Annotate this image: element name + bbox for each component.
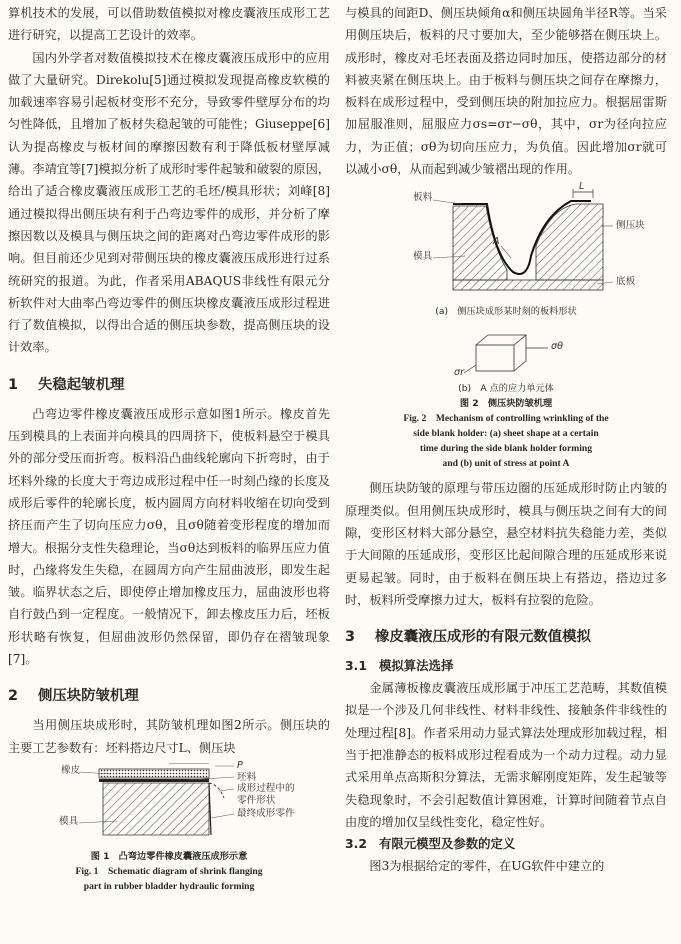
section-1-title: 失稳起皱机理 — [38, 376, 125, 393]
figure-1-caption-en-1: Fig. 1 Schematic diagram of shrink flanging — [75, 865, 263, 877]
label-die: 模具 — [59, 815, 79, 827]
section-3-heading — [345, 627, 667, 647]
figure-1 — [19, 759, 319, 849]
label-l: L — [579, 181, 585, 193]
figure-2-caption-cn: 图 2 侧压块防皱机理 — [459, 398, 553, 410]
label-intermediate-2: 零件形状 — [237, 794, 276, 806]
section-3-title: 橡皮囊液压成形的有限元数值模拟 — [375, 629, 591, 646]
section-2-paragraph: 当用侧压块成形时，其防皱机理如图2所示。侧压块的主要工艺参数有：坯料搭边尺寸L、侧压块 — [8, 718, 330, 755]
figure-2a-diagram — [361, 186, 651, 304]
label-die-2: 模具 — [413, 251, 433, 263]
section-3-2-heading — [345, 833, 667, 855]
compare-paragraph: 侧压块防皱的原理与带压边圈的压延成形时防止内皱的原理类似。但用侧压块成形时，模具与侧压块之间有大的间隙，变形区材料大部分悬空，悬空材料抗失稳能力差，类似于大间隙的压延成形，变形区比起间隙合理的压延成形来说更易起皱。同时，由于板料在侧压块上有搭边，搭边过多时，板料所受摩擦力过大，板料有拉裂的危险。 — [345, 481, 667, 607]
label-sheet: 板料 — [413, 192, 433, 204]
section-3-2-paragraph: 图3为根据给定的零件，在UG软件中建立的 — [369, 859, 605, 874]
section-1-number: 1 — [8, 376, 19, 393]
left-column — [8, 2, 330, 894]
section-3-2-title: 有限元模型及参数的定义 — [379, 836, 516, 852]
die-block — [103, 783, 209, 835]
figure-2-caption-en-2: side blank holder: (a) sheet shape at a certain — [413, 428, 599, 440]
section-1-heading — [8, 375, 330, 395]
section-3-1-title: 模拟算法选择 — [379, 658, 454, 674]
rubber-pad — [99, 769, 209, 778]
label-pressure: P — [237, 759, 243, 771]
intro-paragraph: 算机技术的发展，可以借助数值模拟对橡皮囊液压成形工艺进行研究，以提高工艺设计的效率。 — [8, 6, 330, 43]
label-base: 底板 — [616, 276, 636, 288]
label-sigma-theta: σθ — [551, 341, 563, 353]
figure-1-caption-cn: 图 1 凸弯边零件橡皮囊液压成形示意 — [90, 850, 248, 862]
figure-2b-diagram — [406, 323, 606, 381]
section-3-2-number: 3.2 — [345, 836, 367, 852]
label-sigma-r: σr — [454, 367, 465, 379]
label-rubber: 橡皮 — [61, 764, 81, 776]
label-intermediate: 成形过程中的 — [237, 782, 295, 794]
figure-1-caption-en-2: part in rubber bladder hydraulic forming — [83, 880, 255, 892]
stress-element-cube — [476, 335, 526, 371]
section-2-heading — [8, 686, 330, 706]
label-point-a: A — [493, 236, 500, 248]
stress-arrows — [464, 348, 548, 373]
figure-2-caption-en-4: and (b) unit of stress at point A — [442, 458, 570, 470]
section-2-number: 2 — [8, 688, 19, 705]
figure-2a — [361, 181, 651, 304]
label-holder: 侧压块 — [616, 220, 645, 232]
side-holder — [536, 204, 603, 280]
label-blank: 坯料 — [237, 771, 257, 783]
continued-paragraph: 与模具的间距D、侧压块倾角α和侧压块圆角半径R等。当采用侧压块后，板料的尺寸要加大，至少能够搭在侧压块上。成形时，橡皮对毛坯表面及搭边同时加压，使搭边部分的材料被夹紧在侧压块上。由于板料与侧压块之间存在摩擦力，板料在成形过程中，受到侧压块的附加拉应力。根据屈雷斯加屈服准则，屈服应力σs=σr−σθ，其中，σr为径向拉应力，为正值；σθ为切向压应力，为负值。因此增加σr就可以减小σθ，从而起到减少皱褶出现的作用。 — [345, 6, 667, 177]
base-plate — [453, 280, 603, 290]
figure-2-caption-en-1: Fig. 2 Mechanism of controlling wrinkling of the — [403, 413, 609, 425]
section-2-title: 侧压块防皱机理 — [38, 688, 139, 705]
figure-2b — [406, 323, 606, 381]
section-3-1-heading — [345, 655, 667, 677]
figure-2-caption-en-3: time during the side blank holder forming — [420, 443, 592, 455]
label-final-part: 最终成形零件 — [237, 807, 295, 819]
section-3-number: 3 — [345, 629, 356, 646]
review-paragraph: 国内外学者对数值模拟技术在橡皮囊液压成形中的应用做了大量研究。Direkolu[5]通过模拟发现提高橡皮软模的加载速率容易引起板材变形不充分，导致零件壁厚分布的均匀性降低，且增加了板材失稳起皱的可能性；Giuseppe[6]认为提高橡皮与板材间的摩擦因数有利于降低板材壁厚减薄。李靖宜等[7]模拟分析了成形时零件起皱和破裂的原因，给出了适合橡皮囊液压成形工艺的毛坯/模具形状；刘峰[8]通过模拟得出侧压块有利于凸弯边零件的成形，并分析了摩擦因数以及模具与侧压块之间的距离对凸弯边零件成形的影响。但目前还少见到对带侧压块的橡皮囊液压成形进行过系统研究的报道。为此，作者采用ABAQUS非线性有限元分析软件对大曲率凸弯边零件的侧压块橡皮囊液压成形过程进行了数值模拟，以得出合适的侧压块参数，提高侧压块的设计效率。 — [8, 50, 330, 355]
section-1-paragraph: 凸弯边零件橡皮囊液压成形示意如图1所示。橡皮首先压到模具的上表面并向模具的四周挤下，使板料悬空于模具外的部分受压而折弯。板料沿凸曲线轮廓向下折弯时，由于坯料外缘的长度大于弯边成形过程中任一时刻凸缘的长度及成形后零件的轮廓长度，板内圆周方向材料收缩在切向受到挤压而产生了切向压应力σθ，且σθ随着变形程度的增加而增大。根据分支性失稳理论，当σθ达到板料的临界压应力值时，凸缘将发生失稳，在圆周方向产生屈曲波形，即发生起皱。临界状态之后，即使停止增加橡皮压力，屈曲波形也将自行鼓凸到一定程度。一般情况下，卸去橡皮压力后，坯板形状略有恢复，但屈曲波形仍然保留，即仍存在褶皱现象[7]。 — [8, 406, 330, 667]
section-3-1-number: 3.1 — [345, 658, 367, 674]
blank-sheet — [99, 779, 209, 782]
right-column — [345, 2, 667, 878]
figure-2b-subcaption: (b) A 点的应力单元体 — [458, 383, 554, 395]
section-3-1-paragraph: 金属薄板橡皮囊液压成形属于冲压工艺范畴，其数值模拟是一个涉及几何非线性、材料非线性、接触条件非线性的处理过程[8]。作者采用动力显式算法处理成形加载过程，相当于把准静态的板料成形过程看成为一个动力过程。动力显式采用单点高斯积分算法，无需求解刚度矩阵，发生起皱等失稳现象时，不会引起数值计算困难，计算时间随着节点自由度的增加仅呈线性变化，稳定性好。 — [345, 681, 667, 829]
figure-2a-subcaption: (a) 侧压块成形某时刻的板料形状 — [435, 306, 577, 318]
